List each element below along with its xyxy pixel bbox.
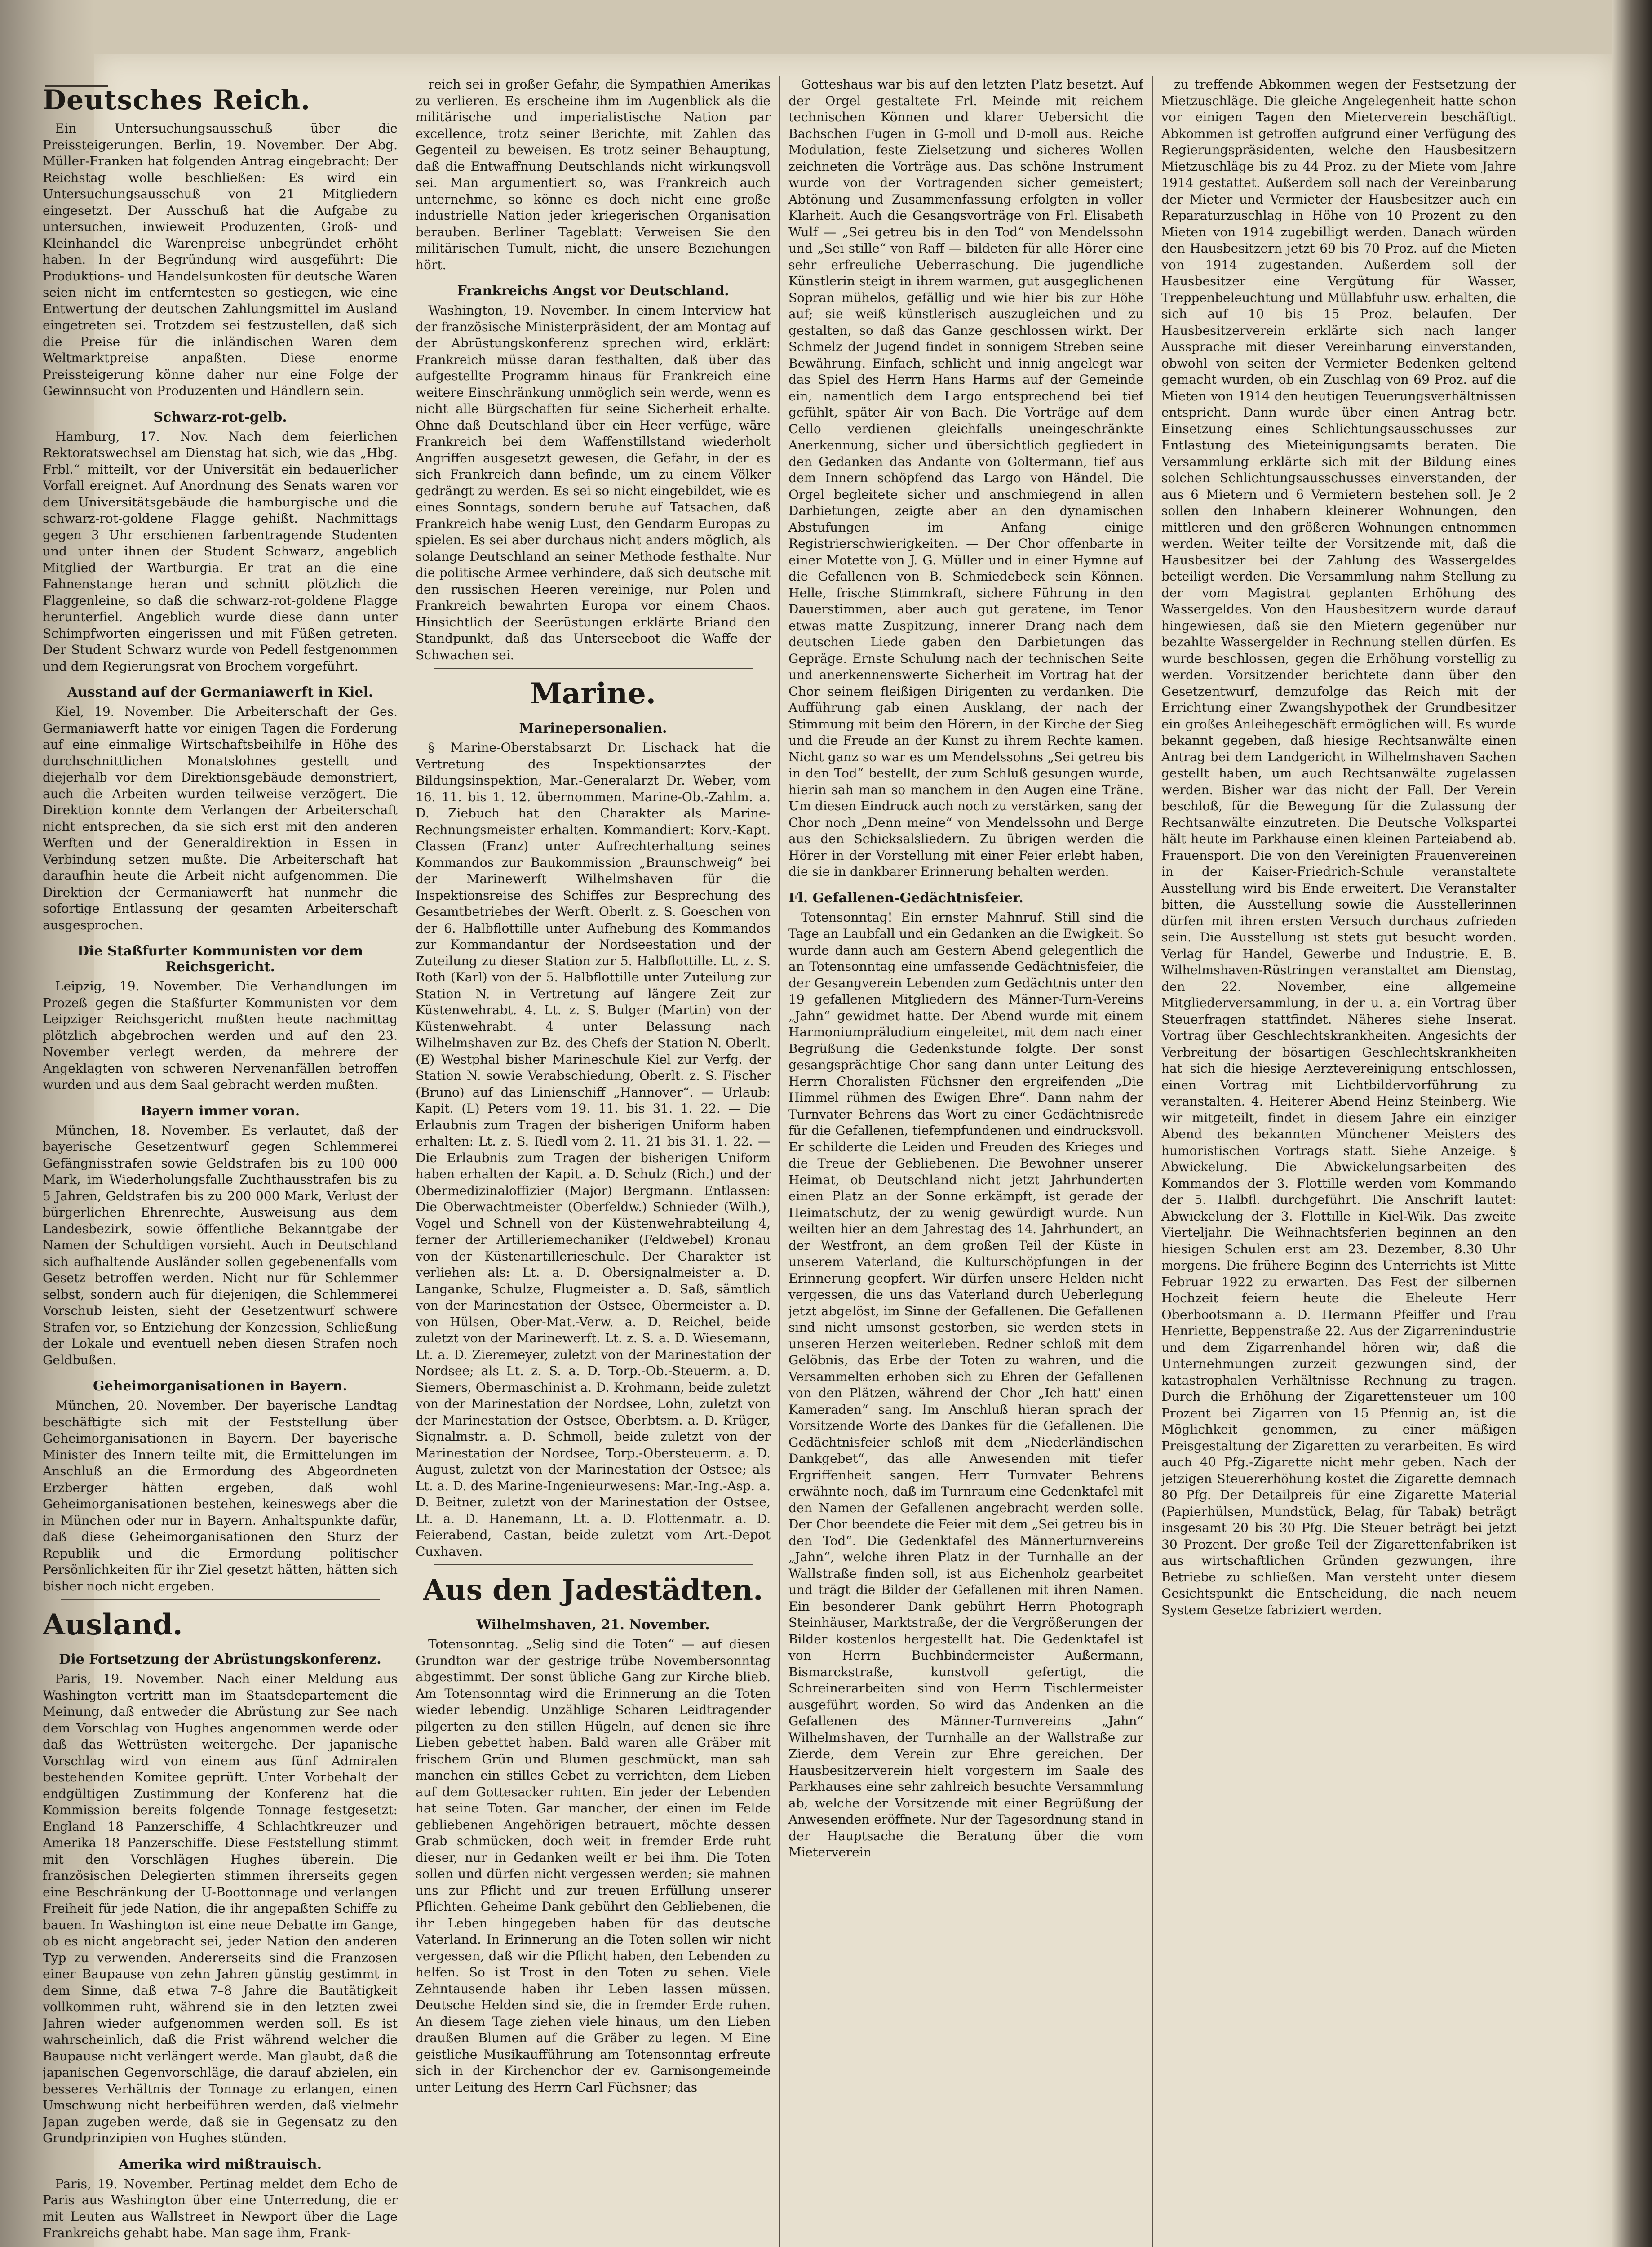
divider (434, 1564, 753, 1565)
section-heading-ausland: Ausland. (43, 1608, 183, 1642)
article-text: Ein Untersuchungsausschuß über die Preissteigerungen. Berlin, 19. November. Der Abg. Müller-Franken hat folgenden Antrag eingebracht: Der Reichstag wolle beschließen: Es wird ein Untersuchungsausschuß von 21 Mitgliedern eingesetzt. Der Ausschuß hat die Aufgabe zu untersuchen, inwieweit Produzenten, Groß- und Kleinhandel die Warenpreise unbegründet erhöht haben. In der Begründung wird ausgeführt: Die Produktions- und Handelsunkosten für deutsche Waren seien nicht im entferntesten so gestiegen, wie eine Entwertung der deutschen Zahlungsmittel im Ausland eingetreten sei. Trotzdem sei festzustellen, daß sich die Preise für die inländischen Waren dem Weltmarktpreise anpaßten. Diese enorme Preissteigerung könne daher nur eine Folge der Gewinnsucht von Produzenten und Händlern sein. (43, 121, 398, 398)
column-rule (1152, 76, 1153, 2247)
section-heading-deutsches-reich: Deutsches Reich. (43, 84, 311, 116)
article-text: Paris, 19. November. Pertinag meldet dem Echo de Paris aus Washington über eine Unterredung, die er mit Leuten aus Wallstreet in Newport über die Lage Frankreichs gehabt habe. Man sage ihm, Frank- (43, 2176, 398, 2240)
column-rule (779, 76, 780, 2247)
divider (61, 1599, 380, 1600)
article-heading: Marinepersonalien. (519, 720, 667, 736)
article-text: München, 20. November. Der bayerische Landtag beschäftigte sich mit der Feststellung über Geheimorganisationen in Bayern. Der bayerische Minister des Innern teilte mit, die Ermittelungen im Anschluß an die Ermordung des Abgeordneten Erzberger hätten ergeben, daß wohl Geheimorganisationen bestehen, keineswegs aber die in München oder nur in Bayern. Anhaltspunkte dafür, daß diese Geheimorganisationen den Sturz der Republik und die Ermordung politischer Persönlichkeiten für ihr Ziel gesetzt hätten, hätten sich bisher noch nicht ergeben. (43, 1398, 398, 1594)
column-1 (43, 76, 398, 2247)
article-text: zu treffende Abkommen wegen der Festsetzung der Mietzuschläge. Die gleiche Angelegenheit hatte schon vor einigen Tagen den Mieterverein beschäftigt. Abkommen ist getroffen aufgrund einer Verfügung des Regierungspräsidenten, welche den Hausbesitzern Mietzuschläge bis zu 44 Proz. zu der Miete vom Jahre 1914 gestattet. Außerdem soll nach der Vereinbarung der Mieter und Vermieter der Hausbesitzer auch ein Reparaturzuschlag in Höhe von 10 Prozent zu den Mieten von 1914 zugebilligt werden. Danach würden den Hausbesitzern jetzt 69 bis 70 Proz. auf die Mieten von 1914 zugestanden. Außerdem soll der Hausbesitzer eine Vergütung für Wasser, Treppenbeleuchtung und Müllabfuhr usw. erhalten, die sich auf 10 bis 15 Proz. belaufen. Der Hausbesitzerverein erklärte sich nach langer Aussprache mit dieser Vereinbarung einverstanden, obwohl von seiten der Vermieter Bedenken geltend gemacht wurden, ob ein Zuschlag von 69 Proz. auf die Mieten von 1914 den heutigen Teuerungsverhältnissen entspricht. Dann wurde über einen Antrag betr. Einsetzung eines Schlichtungsausschusses zur Entlastung des Mieteinigungsamts beraten. Die Versammlung erklärte sich mit der Bildung eines solchen Schlichtungsausschusses einverstanden, der aus 6 Mietern und 6 Vermietern bestehen soll. Je 2 sollen den Inhabern kleinerer Wohnungen, den mittleren und den größeren Wohnungen entnommen werden. Weiter teilte der Vorsitzende mit, daß die Hausbesitzer bei der Zahlung des Wassergeldes beteiligt werden. Die Versammlung nahm Stellung zu der vom Magistrat geplanten Erhöhung des Wassergeldes. Von den Hausbesitzern wurde darauf hingewiesen, daß sie den Mietern gegenüber nur bezahlte Wassergelder in Rechnung stellen dürfen. Es wurde beschlossen, gegen die Erhöhung vorstellig zu werden. Vorsitzender berichtete dann über den Gesetzentwurf, demzufolge das Reich mit der Errichtung einer Zwangshypothek der Grundbesitzer ein großes Anleihegeschäft ermöglichen will. Es wurde bekannt gegeben, daß hiesige Rechtsanwälte einen Antrag bei dem Landgericht in Wilhelmshaven Sachen gestellt haben, um auch Rechtsanwälte zugelassen werden. Bisher war das nicht der Fall. Der Verein beschloß, für die Bewegung für die Zulassung der Rechtsanwälte einzutreten. Die Deutsche Volkspartei hält heute im Parkhause einen kleinen Parteiabend ab. Frauensport. Die von den Vereinigten Frauenvereinen in der Kaiser-Friedrich-Schule veranstaltete Ausstellung wird bis Ende erweitert. Die Veranstalter bitten, die Ausstellung sowie die Ausstellerinnen dürfen mit ihren ersten Versuch durchaus zufrieden sein. Die Ausstellung ist stets gut besucht worden. Verlag für Handel, Gewerbe und Industrie. E. B. Wilhelmshaven-Rüstringen veranstaltet am Dienstag, den 22. November, eine allgemeine Mitgliederversammlung, in der u. a. ein Vortrag über Steuerfragen stattfindet. Näheres siehe Inserat. Vortrag über Geschlechtskrankheiten. Angesichts der Verbreitung der bösartigen Geschlechtskrankheiten hat sich die hiesige Aerztevereinigung entschlossen, einen Vortrag mit Lichtbildervorführung zu veranstalten. 4. Heiterer Abend Heinz Steinberg. Wie wir mitgeteilt, findet in diesem Jahre ein einziger Abend des bekannten Münchener Meisters des humoristischen Vortrags statt. Siehe Anzeige. § Abwickelung. Die Abwickelungsarbeiten des Kommandos der 3. Flottille werden vom Kommando der 5. Halbfl. durchgeführt. Die Anschrift lautet: Abwickelung der 3. Flottille in Kiel-Wik. Das zweite Vierteljahr. Die Weihnachtsferien beginnen an den hiesigen Schulen erst am 23. Dezember, 8.30 Uhr morgens. Die frühere Beginn des Unterrichts ist Mitte Februar 1922 zu erwarten. Das Fest der silbernen Hochzeit feiern heute die Eheleute Herr Oberbootsmann a. D. Hermann Pfeiffer und Frau Henriette, Beppenstraße 22. Aus der Zigarrenindustrie und dem Zigarrenhandel hören wir, daß die Unternehmungen zurzeit gezwungen sind, der katastrophalen Verhältnisse Rechnung zu tragen. Durch die Erhöhung der Zigarettensteuer um 100 Prozent bei Zigarren von 15 Pfennig an, ist die Möglichkeit genommen, zu einer mäßigen Preisgestaltung der Zigaretten zu verarbeiten. Es wird auch 40 Pfg.-Zigarette nicht mehr geben. Nach der jetzigen Steuererhöhung kostet die Zigarette demnach 80 Pfg. Der Detailpreis für eine Zigarette Material (Papierhülsen, Mundstück, Belag, für Tabak) beträgt insgesamt 20 bis 30 Pfg. Die Steuer beträgt bei jetzt 30 Prozent. Der große Teil der Zigarettenfabriken ist aus wirtschaftlichen Gründen gezwungen, ihre Betriebe zu schließen. Man versteht unter diesem Gesichtspunkt die Entscheidung, die nach neuem System Gesetze fabriziert werden. (1161, 77, 1516, 1617)
article-heading: Geheimorganisationen in Bayern. (93, 1378, 347, 1394)
column-4 (1161, 76, 1516, 2247)
article-heading: Schwarz-rot-gelb. (153, 409, 287, 425)
article-heading: Fl. Gefallenen-Gedächtnisfeier. (788, 890, 1023, 906)
article-heading: Frankreichs Angst vor Deutschland. (457, 283, 729, 299)
article-text: Gotteshaus war bis auf den letzten Platz besetzt. Auf der Orgel gestaltete Frl. Meinde mit reichem technischen Können und klarer Uebersicht die Bachschen Fugen in G-moll und D-moll aus. Reiche Modulation, feste Zielsetzung und sicheres Wollen zeichneten die Vorträge aus. Das schöne Instrument wurde von der Vortragenden sicher gemeistert; Abtönung und Zusammenfassung erfolgten in voller Klarheit. Auch die Gesangsvorträge von Frl. Elisabeth Wulf — „Sei getreu bis in den Tod“ von Mendelssohn und „Sei stille“ von Raff — bildeten für alle Hörer eine sehr erfreuliche Ueberraschung. Die jugendliche Künstlerin steigt in ihrem warmen, gut ausgeglichenen Sopran mühelos, gefällig und wie hier bis zur Höhe auf; sie weiß künstlerisch auszugleichen und zu gestalten, so daß das Ganze geschlossen wirkt. Der Schmelz der Jugend findet in sonnigem Streben seine Bewährung. Einfach, schlicht und innig angelegt war das Spiel des Herrn Hans Harms auf der Gemeinde ein, namentlich dem Largo entsprechend bei tief gefühlt, später Air von Bach. Die Vorträge auf dem Cello verdienen gleichfalls uneingeschränkte Anerkennung, sicher und übersichtlich gegliedert in den Gedanken das Andante von Goltermann, tief aus dem Innern schöpfend das Largo von Händel. Die Orgel begleitete sicher und anschmiegend in allen Darbietungen, zeigte aber an den dynamischen Abstufungen im Anfang einige Registrierschwierigkeiten. — Der Chor offenbarte in einer Motette von J. G. Müller und in einer Hymne auf die Gefallenen von B. Schmiedebeck sein Können. Helle, frische Stimmkraft, sichere Führung in den Dauerstimmen, aber auch gut geratene, im Tenor etwas matte Zuspitzung, innerer Drang nach dem deutschen Liede gaben den Darbietungen das Gepräge. Ernste Schulung nach der technischen Seite und anerkennenswerte Sicherheit im Vortrag hat der Chor seinem fleißigen Dirigenten zu verdanken. Die Aufführung gab einen Ausklang, der nach der Stimmung mit beim den Hörern, in der Kirche der Sieg und die Freude an der Kunst zu ihrem Rechte kamen. Nicht ganz so war es um Mendelssohns „Sei getreu bis in den Tod“ bestellt, der zum Schluß gesungen wurde, hierin sah man so manchem in den Augen eine Träne. Um diesen Eindruck auch noch zu verstärken, sang der Chor noch „Denn meine“ von Mendelssohn und Berge aus den Schicksalsliedern. Zu übrigen werden die Hörer in der Vorstellung mit einer Feier erlebt haben, die sie in dankbarer Erinnerung behalten werden. (788, 77, 1143, 879)
article-text: § Marine-Oberstabsarzt Dr. Lischack hat die Vertretung des Inspektionsarztes der Bildungsinspektion, Mar.-Generalarzt Dr. Weber, vom 16. 11. bis 1. 12. übernommen. Marine-Ob.-Zahlm. a. D. Ziebuch hat den Charakter als Marine-Rechnungsmeister erhalten. Kommandiert: Korv.-Kapt. Classen (Franz) unter Aufrechterhaltung seines Kommandos zur Baukommission „Braunschweig“ bei der Marinewerft Wilhelmshaven für die Inspektionsreise des Schiffes zur Besprechung des Gesamtbetriebes der Werft. Oberlt. z. S. Goeschen von der 6. Halbflottille unter Aufhebung des Kommandos zur Kommandantur der Nordseestation und der Zuteilung zu dieser Station zur 5. Halbflottille. Lt. z. S. Roth (Karl) von der 5. Halbflottille unter Zuteilung zur Station N. in Vertretung auf längere Zeit zur Küstenwehrabt. 4. Lt. z. S. Bulger (Martin) von der Küstenwehrabt. 4 unter Belassung nach Wilhelmshaven zur Bz. des Chefs der Station N. Oberlt. (E) Westphal bisher Marineschule Kiel zur Verfg. der Station N. sowie Verabschiedung, Oberlt. z. S. Fischer (Bruno) auf das Linienschiff „Hannover“. — Urlaub: Kapit. (L) Peters vom 19. 11. bis 31. 1. 22. — Die Erlaubnis zum Tragen der bisherigen Uniform haben erhalten: Lt. z. S. Riedl vom 2. 11. 21 bis 31. 1. 22. — Die Erlaubnis zum Tragen der bisherigen Uniform haben erhalten der Kapit. a. D. Schulz (Rich.) und der Obermedizinaloffizier (Major) Bergmann. Entlassen: Die Oberwachtmeister (Oberfeldw.) Schnieder (Wilh.), Vogel und Schnell von der Küstenwehrabteilung 4, ferner der Artilleriemechaniker (Feldwebel) Kronau von der Küstenartillerieschule. Der Charakter ist verliehen als: Lt. a. D. Obersignalmeister a. D. Langanke, Schulze, Flugmeister a. D. Saß, sämtlich von der Marinestation der Ostsee, Obermeister a. D. von Hülsen, Ober-Mat.-Verw. a. D. Reichel, beide zuletzt von der Marinewerft. Lt. z. S. a. D. Wiesemann, Lt. a. D. Zieremeyer, zuletzt von der Marinestation der Nordsee; als Lt. z. S. a. D. Torp.-Ob.-Steuerm. a. D. Siemers, Obermaschinist a. D. Krohmann, beide zuletzt von der Marinestation der Nordsee, Lohn, zuletzt von der Marinestation der Ostsee, Oberbtsm. a. D. Krüger, Signalmstr. a. D. Schmoll, beide zuletzt von der Marinestation der Nordsee, Torp.-Obersteuerm. a. D. August, zuletzt von der Marinestation der Ostsee; als Lt. a. D. des Marine-Ingenieurwesens: Mar.-Ing.-Asp. a. D. Beitner, zuletzt von der Marinestation der Ostsee, Lt. a. D. Hanemann, Lt. a. D. Flottenmatr. a. D. Feierabend, Castan, beide zuletzt vom Art.-Depot Cuxhaven. (416, 740, 771, 1559)
article-text: reich sei in großer Gefahr, die Sympathien Amerikas zu verlieren. Es erscheine ihm im Augenblick als die militärische und imperialistische Nation par excellence, trotz seiner Berichte, mit Zahlen das Gegenteil zu beweisen. Es trotz seiner Behauptung, daß die Entwaffnung Deutschlands nicht wirkungsvoll sei. Man argumentiert so, was Frankreich auch unternehme, so könne es doch nicht eine große industrielle Nation jeder kriegerischen Organisation berauben. Berliner Tageblatt: Verweisen Sie den militärischen Tumult, nicht, die unsere Beziehungen hört. (416, 77, 771, 272)
article-text: Washington, 19. November. In einem Interview hat der französische Ministerpräsident, der am Montag auf der Abrüstungskonferenz sprechen wird, erklärt: Frankreich müsse daran festhalten, daß über das aufgestellte Programm hinaus für Frankreich eine weitere Einschränkung unmöglich sein werde, wenn es nicht alle Bürgschaften für seine Sicherheit erhalte. Ohne daß Deutschland über ein Heer verfüge, wäre Frankreich bei dem Waffenstillstand wiederholt Angriffen ausgesetzt gewesen, die Gefahr, in der es sich Frankreich dann befinde, um zu einem Völker gedrängt zu werden. Es sei so nicht eingebildet, wie es eines Sonntags, sondern beruhe auf Tatsachen, daß Frankreich habe wenig Lust, den Gendarm Europas zu spielen. Es sei aber durchaus nicht anders möglich, als solange Deutschland an seiner Methode festhalte. Nur die politische Armee verhindere, daß sich deutsche mit den russischen Heeren vereinige, nur Polen und Frankreich bewahrten Europa vor einem Chaos. Hinsichtlich der Seerüstungen erklärte Briand den Standpunkt, daß das Unterseeboot die Waffe der Schwachen sei. (416, 303, 771, 662)
article-heading: Amerika wird mißtrauisch. (118, 2156, 322, 2172)
article-text: Totensonntag! Ein ernster Mahnruf. Still sind die Tage an Laubfall und ein Gedanken an die Ewigkeit. So wurde dann auch am Gestern Abend gelegentlich die an Totensonntag eine umfassende Gedächtnisfeier, die der Gesangverein Lebenden zum Gedächtnis unter den 19 gefallenen Mitgliedern des Männer-Turn-Vereins „Jahn“ gewidmet hatte. Der Abend wurde mit einem Harmoniumpräludium eingeleitet, mit dem nach einer Begrüßung die Gedenkstunde folgte. Der sonst gesangsprächtige Chor sang dann unter Leitung des Herrn Choralisten Füchsner den ergreifenden „Die Himmel rühmen des Ewigen Ehre“. Dann nahm der Turnvater Behrens das Wort zu einer Gedächtnisrede für die Gefallenen, tiefempfundenen und eindrucksvoll. Er schilderte die Leiden und Freuden des Krieges und die Treue der Gebliebenen. Die Bewohner unserer Heimat, ob Deutschland nicht jetzt Jahrhunderten einen Platz an der Sonne erkämpft, ist gerade der Heimatschutz, der zu wenig gewürdigt wurde. Nun weilten hier an dem Jahrestag des 14. Jahrhundert, an der Westfront, an dem großen Teil der Küste in unserem Vaterland, die Kulturschöpfungen in der Erinnerung geopfert. Wir dürfen unsere Helden nicht vergessen, die uns das Vaterland durch Ueberlegung jetzt abgelöst, im Sinne der Gefallenen. Die Gefallenen sind nicht umsonst gestorben, sie werden stets in unseren Herzen weiterleben. Redner schloß mit dem Gelöbnis, das Erbe der Toten zu wahren, und die Versammelten erhoben sich zu Ehren der Gefallenen von den Plätzen, während der Chor „Ich hatt' einen Kameraden“ sang. Im Anschluß hieran sprach der Vorsitzende Worte des Dankes für die Gefallenen. Die Gedächtnisfeier schloß mit dem „Niederländischen Dankgebet“, das alle Anwesenden mit tiefer Ergriffenheit sangen. Herr Turnvater Behrens erwähnte noch, daß im Turnraum eine Gedenktafel mit den Namen der Gefallenen angebracht werden solle. Der Chor beendete die Feier mit dem „Sei getreu bis in den Tod“. Die Gedenktafel des Männerturnvereins „Jahn“, welche ihren Platz in der Turnhalle an der Wallstraße finden soll, ist aus Eichenholz gearbeitet und trägt die Bilder der Gefallenen mit ihren Namen. Ein besonderer Dank gebührt Herrn Photograph Steinhäuser, Marktstraße, der die Vergrößerungen der Bilder kostenlos hergestellt hat. Die Gedenktafel ist von Herrn Buchbindermeister Außermann, Bismarckstraße, kunstvoll gefertigt, die Schreinerarbeiten sind von Herrn Tischlermeister ausgeführt worden. So wird das Andenken an die Gefallenen des Männer-Turnvereins „Jahn“ Wilhelmshaven, der Turnhalle an der Wallstraße zur Zierde, dem Verein zur Ehre gereichen. Der Hausbesitzerverein hielt vorgestern im Saale des Parkhauses eine sehr zahlreich besuchte Versammlung ab, welche der Vorsitzende mit einer Begrüßung der Anwesenden eröffnete. Nur der Tagesordnung stand in der Hauptsache die Beratung über die vom Mieterverein (788, 910, 1143, 1860)
article-heading: Die Staßfurter Kommunisten vor dem Reichsgericht. (77, 943, 363, 975)
article-text: Totensonntag. „Selig sind die Toten“ — auf diesen Grundton war der gestrige trübe Novembersonntag abgestimmt. Der sonst übliche Gang zur Kirche blieb. Am Totensonntag wird die Erinnerung an die Toten wieder lebendig. Unzählige Scharen Leidtragender pilgerten zu den stillen Hügeln, auf denen sie ihre Lieben gebettet haben. Bald waren alle Gräber mit frischem Grün und Blumen geschmückt, man sah manchen ein stilles Gebet zu verrichten, dem Lieben auf dem Gottesacker ruhten. Ein jeder der Lebenden hat seine Toten. Gar mancher, der einen im Felde gebliebenen Angehörigen betrauert, möchte dessen Grab schmücken, doch weit in fremder Erde ruht dieser, nur in Gedanken weilt er bei ihm. Die Toten sollen und dürfen nicht vergessen werden; sie mahnen uns zur Pflicht und zur treuen Erfüllung unserer Pflichten. Geheime Dank gebührt den Gebliebenen, die ihr Leben hingegeben haben für das deutsche Vaterland. In Erinnerung an die Toten sollen wir nicht vergessen, daß wir die Pflicht haben, den Lebenden zu helfen. So ist Trost in den Toten zu sehen. Viele Zehntausende haben ihr Leben lassen müssen. Deutsche Helden sind sie, die in fremder Erde ruhen. An diesem Tage ziehen viele hinaus, um den Lieben draußen Blumen auf die Gräber zu legen. M Eine geistliche Musikaufführung am Totensonntag erfreute sich in der Kirchenchor der ev. Garnisongemeinde unter Leitung des Herrn Carl Füchsner; das (416, 1637, 771, 2095)
column-3 (788, 76, 1143, 2247)
page-edge-shadow (1612, 0, 1652, 2247)
article-heading: Ausstand auf der Germaniawerft in Kiel. (67, 684, 373, 700)
article-text: München, 18. November. Es verlautet, daß der bayerische Gesetzentwurf gegen Schlemmerei Gefängnisstrafen sowie Geldstrafen bis zu 100 000 Mark, im Wiederholungsfalle Zuchthausstrafen bis zu 5 Jahren, Geldstrafen bis zu 200 000 Mark, Verlust der bürgerlichen Ehrenrechte, Ausweisung aus dem Landesbezirk, sowie öffentliche Bekanntgabe der Namen der Schuldigen vorsieht. Auch in Deutschland sich aufhaltende Ausländer sollen gegebenenfalls vom Gesetz betroffen werden. Nicht nur für Schlemmer selbst, sondern auch für diejenigen, die Schlemmerei Vorschub leisten, sieht der Gesetzentwurf schwere Strafen vor, so Entziehung der Konzession, Schließung der Lokale und eventuell neben diesen Strafen noch Geldbußen. (43, 1123, 398, 1368)
section-heading-marine: Marine. (530, 677, 656, 711)
article-text: Paris, 19. November. Nach einer Meldung aus Washington vertritt man im Staatsdepartement die Meinung, daß entweder die Abrüstung zur See nach dem Vorschlag von Hughes angenommen werde oder daß das Wettrüsten weitergehe. Der japanische Vorschlag wird von einem aus fünf Admiralen bestehenden Komitee geprüft. Unter Vorbehalt der endgültigen Zustimmung der Konferenz hat die Kommission bereits folgende Tonnage festgesetzt: England 18 Panzerschiffe, 4 Schlachtkreuzer und Amerika 18 Panzerschiffe. Diese Feststellung stimmt mit den Vorschlägen Hughes überein. Die französischen Delegierten stimmen ihrerseits gegen eine Beschränkung der U-Boottonnage und verlangen Freiheit für jede Nation, die ihr angepaßten Schiffe zu bauen. In Washington ist eine neue Debatte im Gange, ob es nicht angebracht sei, jeder Nation den anderen Typ zu verwenden. Andererseits sind die Franzosen einer Baupause von zehn Jahren günstig gestimmt in dem Sinne, daß etwa 7–8 Jahre die Bautätigkeit vollkommen ruht, während sie in den letzten zwei Jahren wieder aufgenommen werden soll. Es ist wahrscheinlich, daß die Frist während welcher die Baupause nicht verlängert werde. Man glaubt, daß die japanischen Gegenvorschläge, die darauf abzielen, ein besseres Verhältnis der Tonnage zu erlangen, einen Umschwung nicht herbeiführen werden, daß vielmehr Japan zugeben werde, daß sie in Gegensatz zu den Grundprinzipien von Hughes stünden. (43, 1671, 398, 2145)
article-heading: Bayern immer voran. (140, 1103, 300, 1119)
column-2 (416, 76, 771, 2247)
section-heading-jadestaedte: Aus den Jadestädten. (423, 1573, 763, 1607)
dateline: Wilhelmshaven, 21. November. (476, 1617, 710, 1633)
article-text: Hamburg, 17. Nov. Nach dem feierlichen Rektoratswechsel am Dienstag hat sich, wie das „Hbg. Frbl.“ mitteilt, vor der Universität ein bedauerlicher Vorfall ereignet. Auf Anordnung des Senats waren vor dem Universitätsgebäude die hamburgische und die schwarz-rot-goldene Flagge gehißt. Nachmittags gegen 3 Uhr erschienen farbentragende Studenten und unter ihnen der Student Schwarz, angeblich Mitglied der Wartburgia. Er trat an die eine Fahnenstange heran und schnitt plötzlich die Flaggenleine, so daß die schwarz-rot-goldene Flagge herunterfiel. Angeblich wurde diese dann unter Schimpfworten eingerissen und mit Füßen getreten. Der Student Schwarz wurde von Pedell festgenommen und dem Regierungsrat von Brochem vorgeführt. (43, 429, 398, 674)
article-text: Kiel, 19. November. Die Arbeiterschaft der Ges. Germaniawerft hatte vor einigen Tagen die Forderung auf eine einmalige Wirtschaftsbeihilfe in Höhe des durchschnittlichen Monatslohnes gestellt und diejerhalb vor dem Direktionsgebäude demonstriert, auch die Arbeiten wurden teilweise verzögert. Die Direktion konnte dem Verlangen der Arbeiterschaft nicht entsprechen, da sie sich erst mit den anderen Werften und der Generaldirektion in Essen in Verbindung setzen mußte. Die Arbeiterschaft hat daraufhin heute die Arbeit nicht aufgenommen. Die Direktion der Germaniawerft hat nunmehr die sofortige Entlassung der gesamten Arbeiterschaft ausgesprochen. (43, 704, 398, 933)
article-heading: Die Fortsetzung der Abrüstungskonferenz. (59, 1652, 381, 1667)
divider (434, 668, 753, 669)
article-text: Leipzig, 19. November. Die Verhandlungen im Prozeß gegen die Staßfurter Kommunisten vor dem Leipziger Reichsgericht mußten heute nachmittag plötzlich abgebrochen werden und auf den 23. November verlegt werden, da mehrere der Angeklagten von schweren Nervenanfällen betroffen wurden und aus dem Saal gebracht werden mußten. (43, 979, 398, 1092)
